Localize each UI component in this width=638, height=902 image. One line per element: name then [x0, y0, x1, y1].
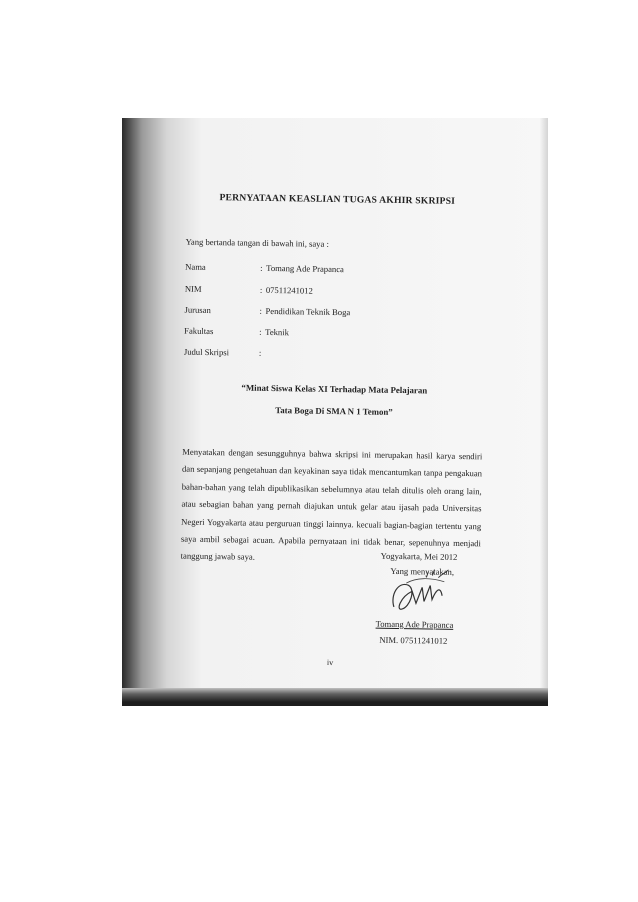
scanned-page: [122, 118, 548, 706]
document-title: PERNYATAAN KEASLIAN TUGAS AKHIR SKRIPSI: [219, 192, 456, 207]
thesis-title-line-1: “Minat Siswa Kelas XI Terhadap Mata Pelajaran: [241, 382, 428, 396]
field-label: NIM: [184, 283, 202, 294]
field-separator: :: [259, 305, 263, 316]
field-value: Tomang Ade Prapanca: [266, 262, 344, 275]
field-label: Nama: [185, 261, 206, 272]
statement-paragraph: Menyatakan dengan sesungguhnya bahwa skripsi ini merupakan hasil karya sendiri dan sepanjang pengetahuan dan keyakinan saya tidak mencantumkan tanpa pengakuan bahan-bahan yang telah dipublikasikan sebelumnya atau telah ditulis oleh orang lain, atau sebagian bahan yang pernah diajukan untuk gelar atau ijasah pada Universitas Negeri Yogyakarta atau perguruan tinggi lainnya. kecuali bagian-bagian tertentu yang saya ambil sebagai acuan. Apabila pernyataan ini tidak benar, sepenuhnya menjadi tanggung jawab saya.: [180, 446, 483, 563]
document-page: [122, 118, 548, 691]
page-number: iv: [326, 657, 334, 668]
intro-text: Yang bertanda tangan di bawah ini, saya :: [185, 236, 329, 249]
field-value: Pendidikan Teknik Boga: [265, 305, 351, 318]
field-separator: :: [259, 326, 262, 337]
field-separator: :: [258, 347, 262, 358]
field-value: 07511241012: [265, 284, 313, 296]
field-value: Teknik: [265, 326, 290, 338]
field-separator: :: [259, 284, 263, 295]
field-label: Fakultas: [184, 325, 214, 337]
field-label: Judul Skripsi: [183, 346, 230, 358]
signer-nim: NIM. 07511241012: [379, 634, 448, 646]
signer-name: Tomang Ade Prapanca: [375, 618, 454, 630]
thesis-title-line-2: Tata Boga Di SMA N 1 Temon”: [275, 405, 393, 417]
place-date: Yogyakarta, Mei 2012: [380, 550, 458, 562]
closing-text: Yang menyatakan,: [390, 565, 455, 577]
signature-image: [386, 567, 467, 620]
field-separator: :: [260, 262, 263, 273]
field-label: Jurusan: [184, 304, 211, 316]
